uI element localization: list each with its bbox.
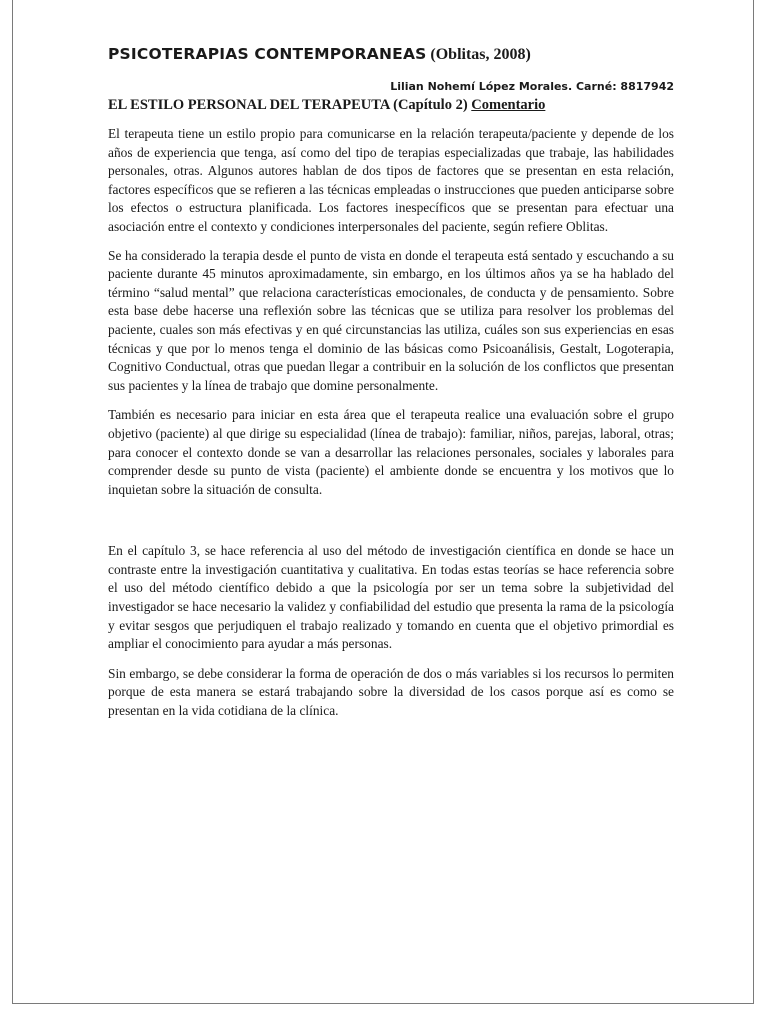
document-body xyxy=(108,44,674,721)
title-reference: (Oblitas, 2008) xyxy=(430,46,531,63)
section-heading xyxy=(108,96,674,114)
document-page xyxy=(12,0,754,1004)
paragraph-5: Sin embargo, se debe considerar la forma de operación de dos o más variables si los recursos lo permiten porque de esta manera se estará trabajando sobre la diversidad de los casos porque así es como se presentan en la vida cotidiana de la clínica. xyxy=(108,665,674,719)
paragraph-3: También es necesario para iniciar en esta área que el terapeuta realice una evaluación sobre el grupo objetivo (paciente) al que dirige su especialidad (línea de trabajo): familiar, niños, parejas, laboral, otras; para conocer el contexto donde se van a desarrollar las relaciones personales, sociales y laborales para comprender desde su punto de vista (paciente) el ambiente donde se encuentra y los motivos que lo inquietan sobre la situación de consulta. xyxy=(108,407,674,497)
title-text: PSICOTERAPIAS CONTEMPORANEAS xyxy=(108,45,427,63)
paragraph-1: El terapeuta tiene un estilo propio para comunicarse en la relación terapeuta/paciente y depende de los años de experiencia que tenga, así como del tipo de terapias especializadas que trabaje, las habilidades personales, otras. Algunos autores hablan de dos tipos de factores que se presentan en esta relación, factores específicos que se refieren a las técnicas empleadas o instrucciones que pueden anticiparse sobre los efectos o estructura planificada. Los factores inespecíficos que se presentan para efectuar una asociación entre el contexto y condiciones interpersonales del paciente, según refiere Oblitas. xyxy=(108,126,674,234)
paragraph-2: Se ha considerado la terapia desde el punto de vista en donde el terapeuta está sentado y escuchando a su paciente durante 45 minutos aproximadamente, sin embargo, en los últimos años ya se ha hablado del término “salud mental” que relaciona características emocionales, de conducta y de pensamiento. Sobre esta base debe hacerse una reflexión sobre las técnicas que se utiliza para resolver los problemas del paciente, cuales son más efectivas y en qué circunstancias las utiliza, cuáles son sus experiencias en esas técnicas y que por lo menos tenga el dominio de las básicas como Psicoanálisis, Gestalt, Logoterapia, Cognitivo Conductual, otras que puedan llegar a contribuir en la solución de los conflictos que presentan sus pacientes y la línea de trabajo que domine personalmente. xyxy=(108,247,674,393)
section-heading-text: EL ESTILO PERSONAL DEL TERAPEUTA (Capítulo 2) xyxy=(108,97,468,113)
document-title xyxy=(108,44,674,65)
section-heading-comment: Comentario xyxy=(471,97,546,113)
paragraph-4: En el capítulo 3, se hace referencia al uso del método de investigación científica en donde se hace un contraste entre la investigación cuantitativa y cualitativa. En todas estas teorías se hace referencia sobre el uso del método científico debido a que la psicología por ser un tema sobre la subjetividad del investigador se hace necesario la validez y confiabilidad del estudio que presenta la rama de la psicología y evitar sesgos que perjudiquen el trabajo realizado y tomando en cuenta que el objetivo primordial es ampliar el conocimiento para ayudar a más personas. xyxy=(108,543,674,652)
author-line: Lilian Nohemí López Morales. Carné: 8817942 xyxy=(390,80,674,93)
